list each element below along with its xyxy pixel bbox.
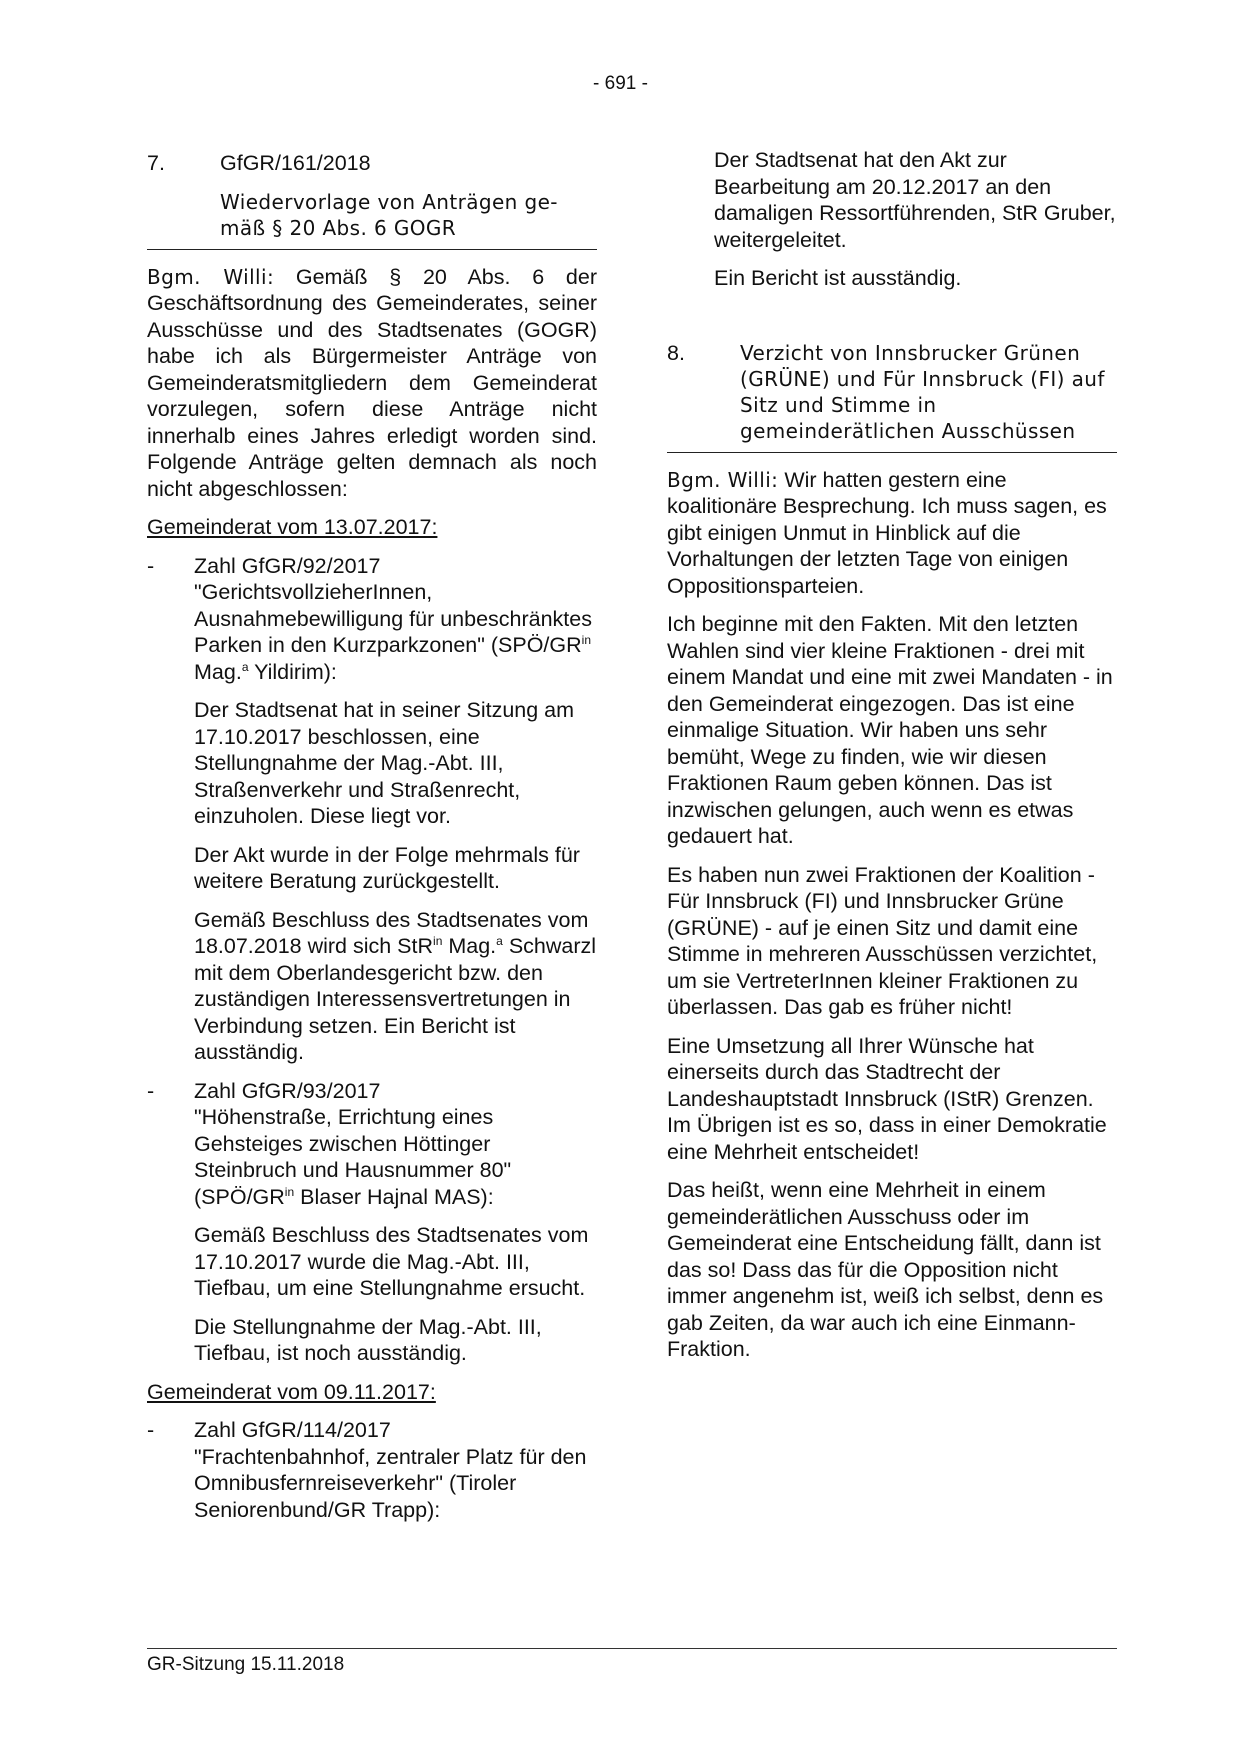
item-body [220, 150, 597, 241]
superscript: a [496, 933, 503, 948]
motion-93 [147, 1078, 597, 1211]
speech-paragraph-5: Das heißt, wenn eine Mehrheit in einem gemeinderätlichen Ausschuss oder im Gemeinderat eine Entscheidung fällt, dann ist das so! Dass das für die Opposition nicht immer angenehm ist, weiß ich selbst, denn es gab Zeiten, da war auch ich eine Einmann-Fraktion. [667, 1178, 1104, 1361]
item-number: 8. [667, 340, 685, 365]
session-heading-1: Gemeinderat vom 13.07.2017: [147, 515, 438, 539]
speaker-label: Bgm. Willi: [667, 467, 779, 492]
item-code: GfGR/161/2018 [220, 151, 371, 175]
motion-title-text: Yildirim): [248, 659, 337, 684]
speech-paragraph-3: Es haben nun zwei Fraktionen der Koalition - Für Innsbruck (FI) und Innsbrucker Grüne (GRÜNE) - auf je einen Sitz und damit eine Stimme in mehreren Ausschüssen verzichtet, um sie VertreterInnen kleiner Fraktionen zu überlassen. Das gab es früher nicht! [667, 862, 1098, 1019]
item-title: Verzicht von Innsbrucker Grünen (GRÜNE) und Für Innsbruck (FI) auf Sitz und Stimme in gemeinderätlichen Ausschüssen [740, 340, 1105, 443]
item-body [740, 340, 1117, 444]
motion-zahl: Zahl GfGR/114/2017 [194, 1418, 391, 1442]
speech-paragraph-2: Ich beginne mit den Fakten. Mit den letzten Wahlen sind vier kleine Fraktionen - drei mit einem Mandat und eine mit zwei Mandaten - in den Gemeinderat eingezogen. Das ist eine einmalige Situation. Wir haben uns sehr bemüht, Wege zu finden, wie wir diesen Fraktionen Raum geben können. Das ist inzwischen gelungen, auch wenn es etwas gedauert hat. [667, 612, 1113, 848]
motion-title-text: "GerichtsvollzieherInnen, Ausnahmebewilligung für unbeschränktes Parken in den Kurzparkzonen" (SPÖ/GR [194, 580, 592, 657]
session-heading-2: Gemeinderat vom 09.11.2017: [147, 1379, 436, 1404]
motion-title-text: "Höhenstraße, Errichtung eines Gehsteiges zwischen Höttinger Steinbruch und Hausnummer 80" (SPÖ/GR [194, 1105, 512, 1209]
item-divider [147, 249, 597, 250]
motion-title [194, 579, 597, 685]
agenda-item-8 [667, 340, 1117, 444]
motion-zahl: Zahl GfGR/92/2017 [194, 553, 381, 578]
speech-paragraph-4: Eine Umsetzung all Ihrer Wünsche hat einerseits durch das Stadtrecht der Landeshauptstadt Innsbruck (IStR) Grenzen. Im Übrigen ist es so, dass in einer Demokratie eine Mehrheit entscheidet! [667, 1033, 1107, 1164]
paragraph-text: Schwarzl mit dem Oberlandesgericht bzw. den zuständigen Interessensvertretungen in Verbindung setzen. Ein Bericht ist ausständig. [194, 934, 597, 1064]
item-number: 7. [147, 151, 165, 175]
footer-session-date: GR-Sitzung 15.11.2018 [147, 1654, 345, 1675]
paragraph-text: Gemäß Beschluss des Stadtsenates vom 18.07.2018 wird sich StR [194, 907, 589, 958]
motion-114 [147, 1417, 597, 1523]
motion-92-paragraph-3 [194, 907, 597, 1066]
motion-title-text: Mag. [194, 659, 242, 684]
speech-text: Wir hatten gestern eine koalitionäre Besprechung. Ich muss sagen, es gibt einigen Unmut in Hinblick auf die Vorhaltungen der letzten Tage von einigen Oppositionsparteien. [667, 467, 1107, 598]
motion-title [194, 1104, 597, 1210]
motion-title: "Frachtenbahnhof, zentraler Platz für den Omnibusfernreiseverkehr" (Tiroler Seniorenbund/GR Trapp): [194, 1444, 587, 1522]
dash-bullet: - [147, 1418, 155, 1442]
motion-114-paragraph-1: Der Stadtsenat hat den Akt zur Bearbeitung am 20.12.2017 an den damaligen Ressortführenden, StR Gruber, weitergeleitet. [714, 148, 1116, 252]
intro-text: Gemäß § 20 Abs. 6 der Geschäftsordnung des Gemeinderates, seiner Ausschüsse und des Stadtsenates (GOGR) habe ich als Bürgermeister Anträge von Gemeinderatsmitgliedern dem Gemeinderat vorzulegen, sofern diese Anträge nicht innerhalb eines Jahres erledigt worden sind. Folgende Anträge gelten demnach als noch nicht abgeschlossen: [147, 264, 597, 501]
motion-93-paragraph-1: Gemäß Beschluss des Stadtsenates vom 17.10.2017 wurde die Mag.-Abt. III, Tiefbau, um eine Stellungnahme ersucht. [194, 1223, 589, 1300]
speaker-label: Bgm. Willi: [147, 264, 275, 289]
motion-92-paragraph-1: Der Stadtsenat hat in seiner Sitzung am 17.10.2017 beschlossen, eine Stellungnahme der Mag.-Abt. III, Straßenverkehr und Straßenrecht, einzuholen. Diese liegt vor. [194, 698, 575, 828]
motion-114-paragraph-2: Ein Bericht ist ausständig. [714, 266, 962, 290]
item-title-line-2: mäß § 20 Abs. 6 GOGR [220, 215, 457, 240]
dash-bullet: - [147, 553, 155, 578]
motion-93-paragraph-2: Die Stellungnahme der Mag.-Abt. III, Tiefbau, ist noch ausständig. [194, 1314, 542, 1365]
right-column [667, 150, 1117, 1375]
paragraph-text: Mag. [442, 934, 497, 958]
superscript: in [433, 933, 443, 948]
left-column [147, 150, 597, 1535]
speech-paragraph-1 [667, 467, 1117, 600]
dash-bullet: - [147, 1078, 155, 1103]
page-number: - 691 - [593, 73, 648, 94]
item-title-line-1: Wiedervorlage von Anträgen ge- [220, 189, 558, 214]
motion-title-text: Blaser Hajnal MAS): [294, 1184, 494, 1209]
superscript: in [581, 632, 591, 647]
superscript: in [284, 1184, 295, 1199]
motion-92 [147, 553, 597, 686]
intro-paragraph [147, 264, 597, 503]
superscript: a [241, 659, 249, 674]
motion-92-paragraph-2: Der Akt wurde in der Folge mehrmals für weitere Beratung zurückgestellt. [194, 842, 580, 893]
motion-zahl: Zahl GfGR/93/2017 [194, 1078, 381, 1103]
agenda-item-7 [147, 150, 597, 241]
footer-divider [147, 1648, 1117, 1649]
item-divider [667, 452, 1117, 453]
